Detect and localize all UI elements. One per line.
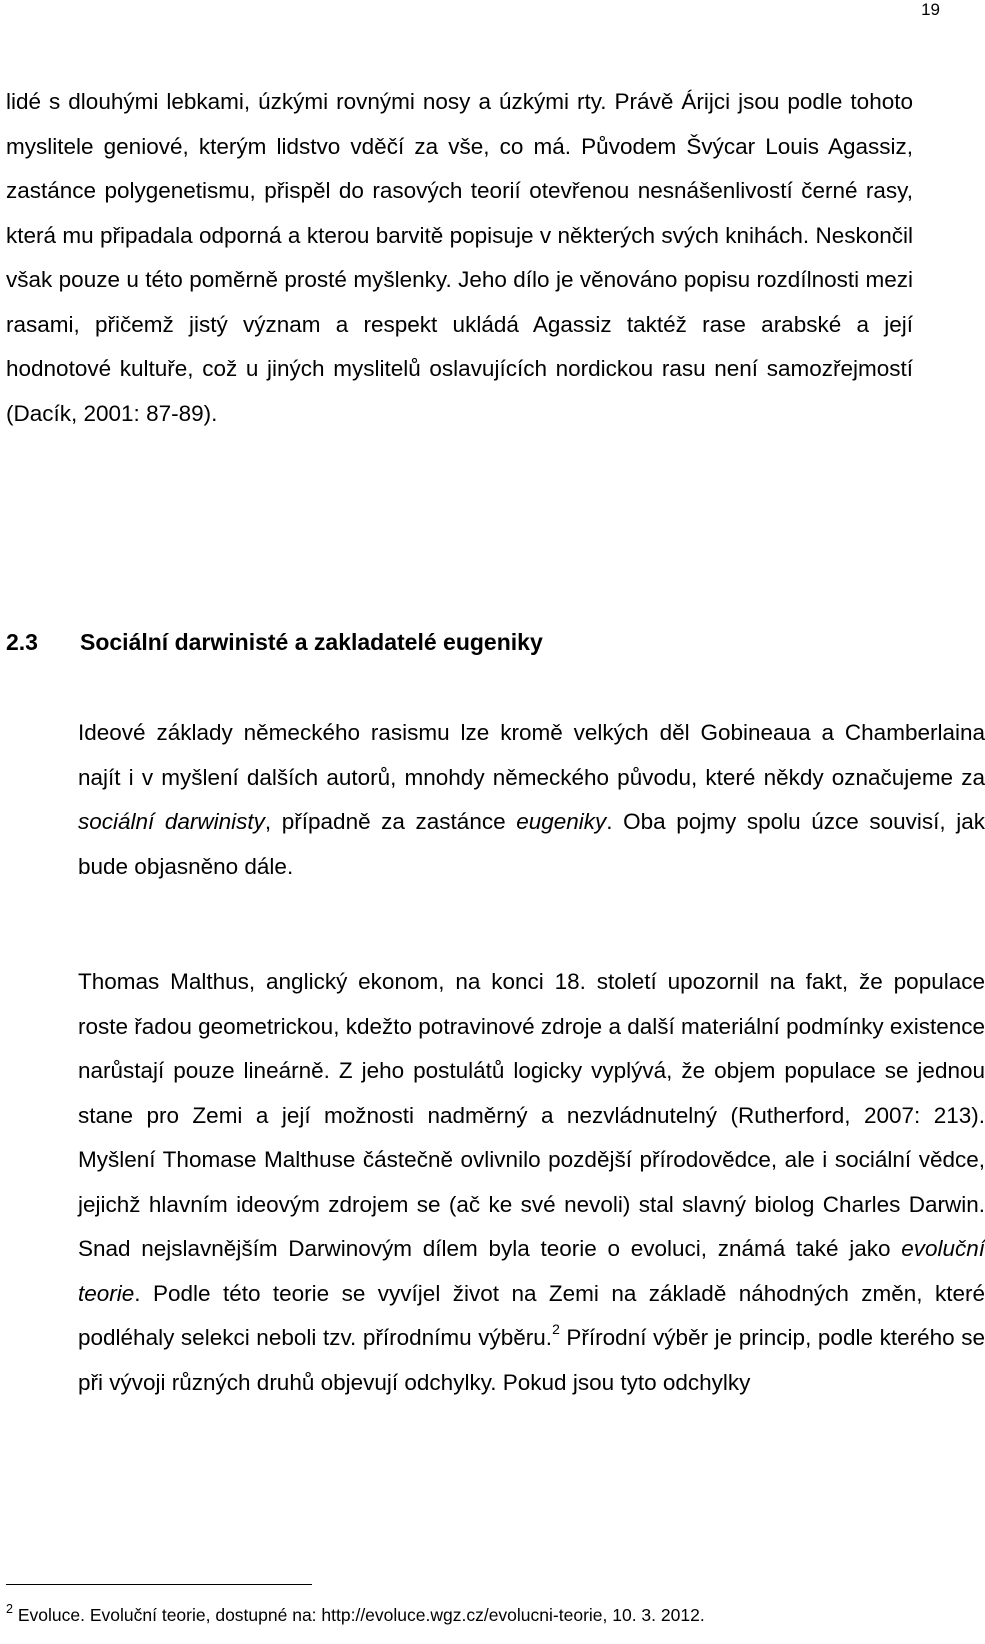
section-heading (6, 620, 913, 664)
section-number: 2.3 (6, 629, 38, 655)
paragraph-text: , případně za zastánce (264, 809, 517, 834)
footnote-separator (6, 1584, 312, 1585)
emphasis-eugenics: eugeniky (516, 809, 607, 834)
paragraph-agassiz: lidé s dlouhými lebkami, úzkými rovnými nosy a úzkými rty. Právě Árijci jsou podle tohoto myslitele geniové, kterým lidstvo vděčí za vše, co má. Původem Švýcar Louis Agassiz, zastánce polygenetismu, přispěl do rasových teorií otevřenou nesnášenlivostí černé rasy, která mu připadala odporná a kterou barvitě popisuje v některých svých knihách. Neskončil však pouze u této poměrně prosté myšlenky. Jeho dílo je věnováno popisu rozdílnosti mezi rasami, přičemž jistý význam a respekt ukládá Agassiz taktéž rase arabské a její hodnotové kultuře, což u jiných myslitelů oslavujících nordickou rasu není samozřejmostí (Dacík, 2001: 87-89). (6, 89, 913, 426)
footnote (6, 1600, 936, 1630)
paragraph-text: . Podle této teorie se vyvíjel život na Zemi na základě náhodných změn, které podléhaly selekci neboli tzv. přírodnímu výběru. (78, 1280, 985, 1350)
emphasis-social-darwinists: sociální darwinisty (78, 809, 265, 834)
paragraph-ideological-foundations (6, 711, 985, 889)
footnote-reference[interactable]: 2 (552, 1320, 560, 1337)
paragraph-malthus-darwin (6, 960, 985, 1405)
page-number: 19 (921, 0, 940, 19)
paragraph-text: Ideové základy německého rasismu lze kromě velkých děl Gobineaua a Chamberlaina najít i v myšlení dalších autorů, mnohdy německého původu, které někdy označujeme za (78, 720, 985, 790)
section-title: Sociální darwinisté a zakladatelé eugeniky (80, 629, 543, 655)
footnote-number: 2 (6, 1601, 14, 1616)
emphasis-evolution-theory: evoluční teorie (78, 1236, 985, 1306)
footnote-text: Evoluce. Evoluční teorie, dostupné na: http://evoluce.wgz.cz/evolucni-teorie, 10. 3. 2012. (13, 1605, 705, 1625)
paragraph-text: Přírodní výběr je princip, podle kterého se při vývoji různých druhů objevují odchylky. Pokud jsou tyto odchylky (78, 1325, 985, 1395)
paragraph-text: . Oba pojmy spolu úzce souvisí, jak bude objasněno dále. (78, 809, 985, 879)
paragraph-text: Thomas Malthus, anglický ekonom, na konci 18. století upozornil na fakt, že populace roste řadou geometrickou, kdežto potravinové zdroje a další materiální podmínky existence narůstají pouze lineárně. Z jeho postulátů logicky vyplývá, že objem populace se jednou stane pro Zemi a její možnosti nadměrný a nezvládnutelný (Rutherford, 2007: 213). Myšlení Thomase Malthuse částečně ovlivnilo pozdější přírodovědce, ale i sociální vědce, jejichž hlavním ideovým zdrojem se (ač ke své nevoli) stal slavný biolog Charles Darwin. Snad nejslavnějším Darwinovým dílem byla teorie o evoluci, známá také jako (78, 969, 985, 1261)
